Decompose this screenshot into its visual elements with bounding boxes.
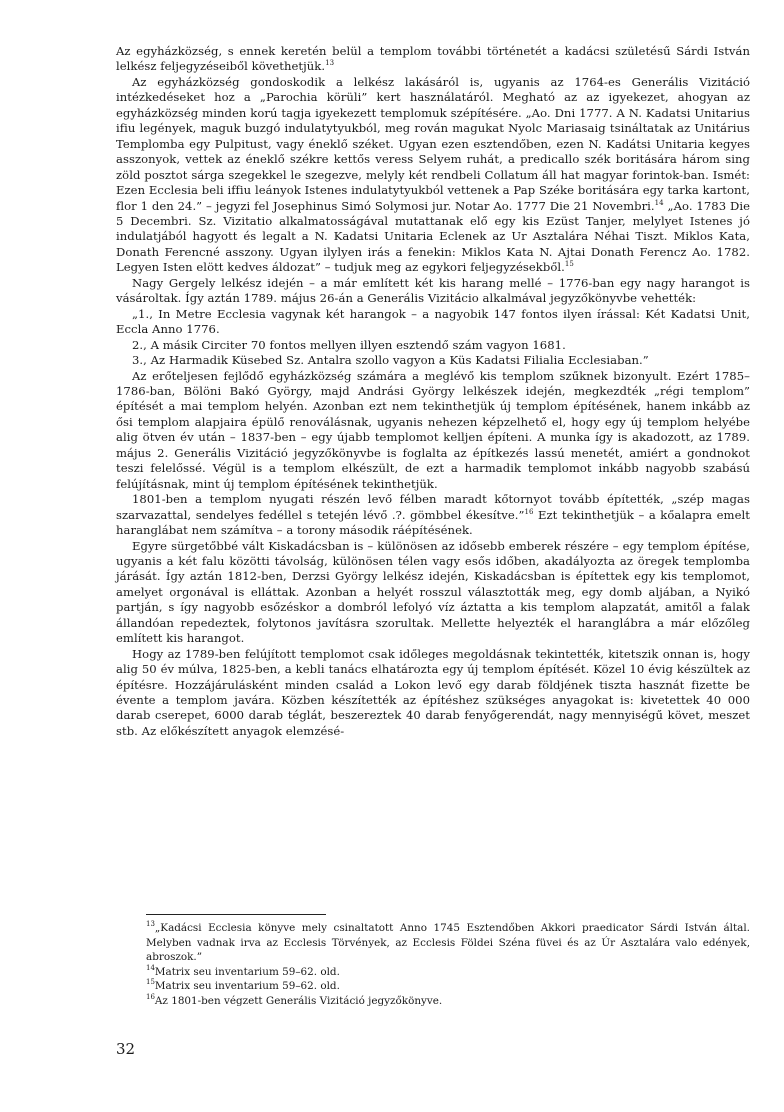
paragraph-2: [116, 75, 750, 276]
paragraph-text: Az erőteljesen fejlődő egyházközség számára a meglévő kis templom szűknek bizonyult. Ezért 1785–1786-ban, Bölöni Bakó György, majd Andrási György lelkészek idején, megkezdték „régi templom” építését a mai templom helyén. Azonban ezt nem tekinthetjük új templom építésének, hanem inkább az ősi templom alapjaira épülő renoválásnak, ugyanis nehezen képzelhető el, hogy egy új templom helyébe alig ötven év után – 1837-ben – egy újabb templomot kelljen építeni. A munka így is akadozott, az 1789. május 2. Generális Vizitáció jegyzőkönyvbe is foglalta az építkezés lassú menetét, amiért a gondnokot teszi felelőssé. Végül is a templom elkészült, de ezt a harmadik templomot inkább nagyobb szabású felújításnak, mint új templom építésének tekinthetjük.: [116, 368, 750, 491]
paragraph-1: [116, 44, 750, 75]
paragraph-4: [116, 307, 750, 338]
paragraph-text: Az egyházközség, s ennek keretén belül a templom további történetét a kadácsi születésű Sárdi István lelkész feljegyzéseiből követhetjük.: [116, 44, 750, 74]
footnote-number: 13: [146, 920, 155, 928]
paragraph-text-tail: „Ao. 1783 Die 5 Decembri. Sz. Vizitatio alkalmatosságával mutattanak elő egy kis Ezüst Tanjer, melylyet Istenes jó indulatjából hagyott és legalt a N. Kadatsi Unitaria Eclenek az Ur Asztalára Néhai Tiszt. Miklos Kata, Donath Ferencné asszony. Ugyan ilylyen irás a fenekin: Miklos Kata N. Ajtai Donath Ferencz Ao. 1782. Legyen Isten elött kedves áldozat” – tudjuk meg az egykori feljegyzésekből.: [116, 198, 750, 275]
paragraph-text: Nagy Gergely lelkész idején – a már említett két kis harang mellé – 1776-ban egy nagy harangot is vásároltak. Így aztán 1789. május 26-án a Generális Vizitácio alkalmával jegyzőkönyvbe vehették:: [116, 275, 750, 306]
paragraph-text: Egyre sürgetőbbé vált Kiskadácsban is – különösen az idősebb emberek részére – egy templom építése, ugyanis a két falu közötti távolság, különösen télen vagy esős időben, akadályozta az öregek templomba járását. Így aztán 1812-ben, Derzsi György lelkész idején, Kiskadácsban is építettek egy kis templomot, amelyet orgonával is elláttak. Azonban a helyét rosszul választották meg, egy domb aljában, a Nyikó partján, s így nagyobb esőzéskor a dombról lefolyó víz áztatta a kis templom alapzatát, amitől a falak állandóan repedeztek, folytonos javításra szorultak. Mellette helyezték el haranglábra a már előzőleg említett kis harangot.: [116, 538, 750, 646]
paragraph-8: [116, 492, 750, 538]
paragraph-9: [116, 539, 750, 647]
page-number: 32: [116, 1040, 136, 1058]
footnote-ref: 13: [325, 59, 335, 68]
body-text: [116, 44, 750, 739]
paragraph-6: [116, 353, 750, 368]
paragraph-7: [116, 369, 750, 493]
footnote-15: [146, 979, 750, 994]
paragraph-text: 2., A másik Circiter 70 fontos mellyen illyen esztendő szám vagyon 1681.: [132, 337, 566, 352]
footnote-text: Matrix seu inventarium 59–62. old.: [154, 965, 340, 978]
paragraph-text: 1801-ben a templom nyugati részén levő félben maradt kőtornyot tovább építették, „szép magas szarvazattal, sendelyes fedéllel s tetején lévő .?. gömbbel ékesítve.”: [116, 492, 750, 522]
paragraph-10: [116, 647, 750, 740]
footnote-text: Az 1801-ben végzett Generális Vizitáció jegyzőkönyve.: [154, 994, 443, 1007]
footnote-text: Matrix seu inventarium 59–62. old.: [154, 980, 340, 993]
footnotes: [146, 921, 750, 1009]
paragraph-text: „1., In Metre Ecclesia vagynak két harangok – a nagyobik 147 fontos ilyen írással: Két Kadatsi Unit, Eccla Anno 1776.: [116, 306, 750, 337]
paragraph-3: [116, 276, 750, 307]
footnote-number: 14: [146, 963, 155, 972]
footnote-14: [146, 965, 750, 980]
footnote-text: „Kadácsi Ecclesia könyve mely csinaltatott Anno 1745 Esztendőben Akkori praedicator Sárdi István által. Melyben vadnak irva az Ecclesis Törvények, az Ecclesis Földei Széna füvei és az Úr Asztalára valo edények, abroszok.”: [146, 922, 750, 964]
footnote-16: [146, 994, 750, 1009]
paragraph-text: Hogy az 1789-ben felújított templomot csak időleges megoldásnak tekintették, kitetszik onnan is, hogy alig 50 év múlva, 1825-ben, a kebli tanács elhatározta egy új templom építését. Közel 10 évig készültek az építésre. Hozzájárulásként minden család a Lokon levő egy darab földjének tiszta hasznát fizette be évente a templom javára. Közben készítették az építéshez szükséges anyagokat is: kivetettek 40 000 darab cserepet, 6000 darab téglát, beszereztek 40 darab fenyőgerendát, nagy mennyiségű követ, meszet stb. Az előkészített anyagok elemzésé-: [116, 646, 750, 738]
footnote-13: [146, 921, 750, 965]
footnote-ref: 15: [564, 260, 574, 269]
paragraph-text-tail: Ezt tekinthetjük – a kőalapra emelt haranglábat nem számítva – a torony második ráépítésének.: [116, 507, 750, 538]
paragraph-text: Az egyházközség gondoskodik a lelkész lakásáról is, ugyanis az 1764-es Generális Vizitáció intézkedéseket hoz a „Parochia körüli” kert használatáról. Megható az az igyekezet, ahogyan az egyházközség minden korú tagja igyekezett templomuk szépítésére. „Ao. Dni 1777. A N. Kadatsi Unitarius ifiu legények, maguk buzgó indulatytyukból, meg rován magukat Nyolc Mariasaig tsináltatak az Unitárius Templomba egy Pulpitust, vagy éneklő széket. Ugyan ezen esztendőben, ezen N. Kadátsi Unitaria kegyes asszonyok, vettek az éneklő székre kettős veress Selyem ruhát, a predicallo szék boritására három sing zöld posztot sárga szegekkel le szegezve, melyly két rendbeli Collatum áll hat magyar forintok-ban. Ismét: Ezen Ecclesia beli iffiu leányok Istenes indulatytyukból vettenek a Pap Széke boritására egy tarka kartont, flor 1 den 24.” – jegyzi fel Josephinus Simó Solymosi jur. Notar Ao. 1777 Die 21 Novembri.: [116, 74, 750, 213]
paragraph-5: [116, 338, 750, 353]
footnote-ref: 14: [654, 198, 664, 207]
footnote-divider: [146, 914, 326, 915]
footnote-number: 16: [146, 992, 155, 1001]
footnote-ref: 16: [524, 507, 534, 516]
paragraph-text: 3., Az Harmadik Küsebed Sz. Antalra szollo vagyon a Küs Kadatsi Filialia Ecclesiaban.”: [132, 353, 649, 368]
footnote-number: 15: [146, 978, 155, 987]
